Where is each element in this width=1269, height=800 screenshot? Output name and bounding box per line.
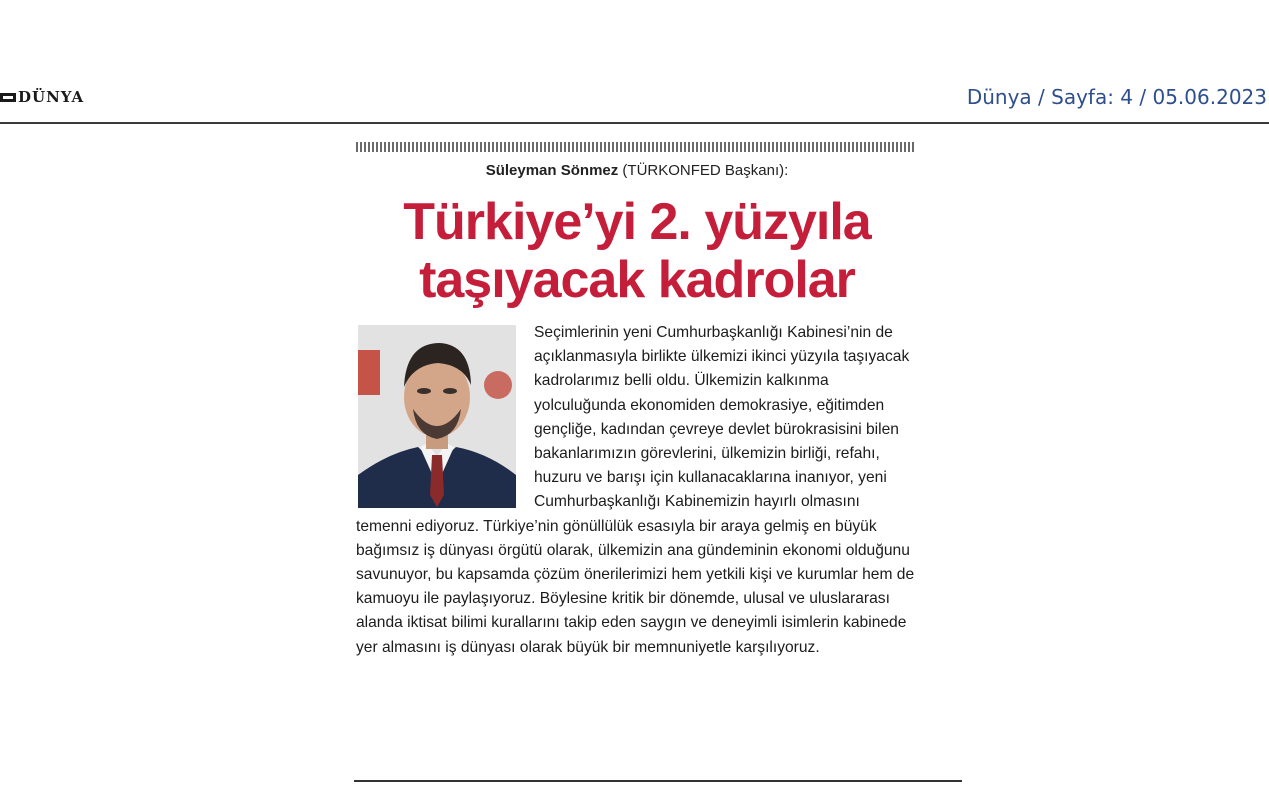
bottom-divider [354, 780, 962, 782]
byline-role: (TÜRKONFED Başkanı): [618, 162, 789, 179]
body-text: Seçimlerinin yeni Cumhurbaşkanlığı Kabinesi’nin de açıklanmasıyla birlikte ülkemizi ikinci yüzyıla taşıyacak kadrolarımız belli oldu. Ülkemizin kalkınma yolculuğunda ekonomiden demokrasiye, eğitimden gençliğe, kadından çevreye devlet bürokrasisini bilen bakanlarımızın görevlerini, ülkemizin birliği, refahı, huzuru ve barışı için kullanacaklarına inanıyor, yeni Cumhurbaşkanlığı Kabinemizin hayırlı olmasını temenni ediyoruz. Türkiye’nin gönüllülük esasıyla bir araya gelmiş en büyük bağımsız iş dünyası örgütü olarak, ülkemizin ana gündeminin ekonomi olduğunu savunuyor, bu kapsamda çözüm önerilerimizi hem yetkili kişi ve kurumlar hem de kamuoyu ile paylaşıyoruz. Böylesine kritik bir dönemde, ulusal ve uluslararası alanda iktisat bilimi kurallarını takip eden saygın ve deneyimli isimlerin kabinede yer almasını iş dünyası olarak büyük bir memnuniyetle karşılıyoruz. [356, 324, 915, 656]
byline-name: Süleyman Sönmez [485, 162, 619, 179]
logo-text: DÜNYA [18, 88, 85, 106]
article-body [356, 321, 918, 660]
headline-line-2: taşıyacak kadrolar [419, 251, 855, 309]
portrait-photo [358, 325, 516, 508]
header-divider [0, 122, 1269, 124]
headline-line-1: Türkiye’yi 2. yüzyıla [403, 193, 871, 251]
source-page-date: Dünya / Sayfa: 4 / 05.06.2023 [966, 85, 1267, 109]
byline [356, 162, 918, 179]
newspaper-logo [0, 88, 84, 106]
headline [356, 193, 918, 309]
article-clipping [356, 142, 918, 660]
logo-mark-icon [0, 93, 16, 102]
top-dashed-rule [356, 142, 916, 152]
